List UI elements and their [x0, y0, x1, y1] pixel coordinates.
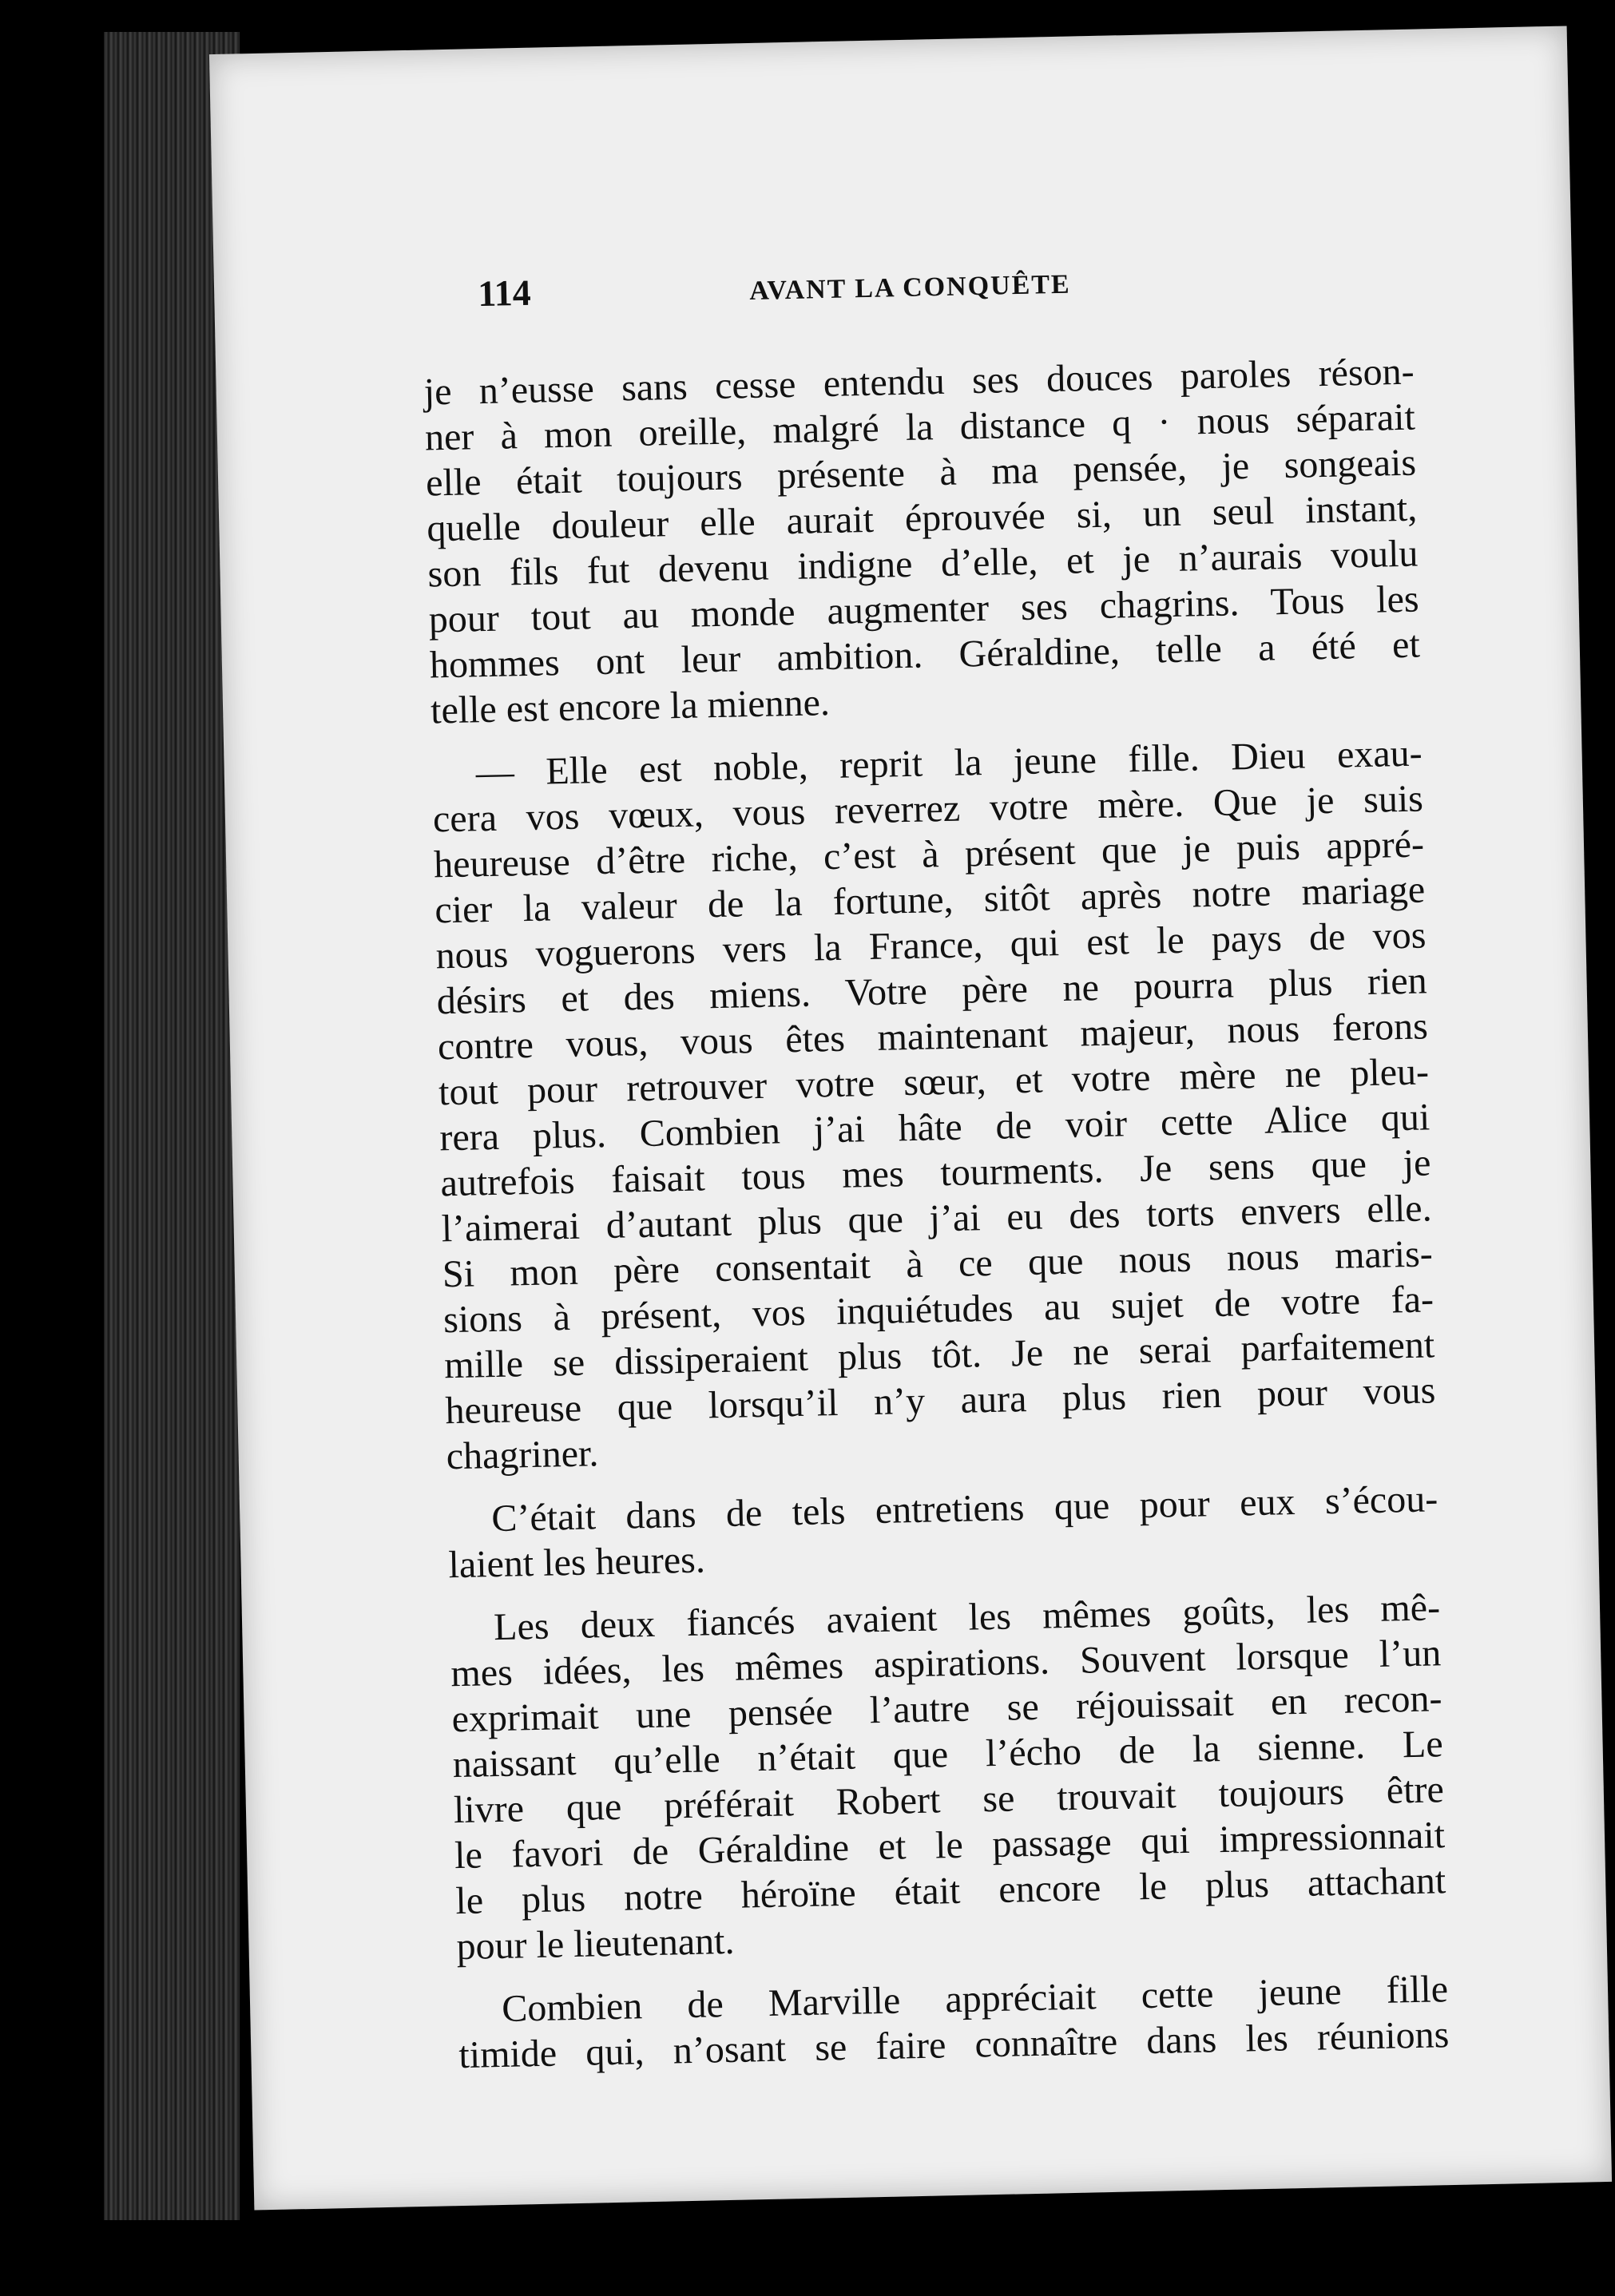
text-line: timide qui, n’osant se faire connaître dans les réunions	[458, 2013, 1450, 2077]
text-line: tout pour retrouver votre sœur, et votre mère ne pleu-	[438, 1050, 1430, 1114]
text-line: Combien de Marville appréciait cette jeune fille	[501, 1968, 1449, 2030]
paragraph	[450, 1584, 1447, 1969]
page-number: 114	[477, 272, 532, 315]
text-line: C’était dans de tels entretiens que pour eux s’écou-	[490, 1477, 1438, 1541]
text-line: laient les heures.	[448, 1538, 706, 1587]
text-line: chagriner.	[446, 1432, 599, 1478]
running-title: AVANT LA CONQUÊTE	[748, 269, 1072, 306]
text-line: exprimait une pensée l’autre se réjouissait en recon-	[451, 1677, 1442, 1741]
text-line: je n’eusse sans cesse entendu ses douces paroles réson-	[423, 350, 1415, 414]
paragraph	[431, 730, 1437, 1479]
book-page	[209, 26, 1612, 2210]
text-line: mes idées, les mêmes aspirations. Souvent lorsque l’un	[450, 1632, 1442, 1695]
text-line: le favori de Géraldine et le passage qui impressionnait	[454, 1814, 1446, 1878]
text-line: l’aimerai d’autant plus que j’ai eu des torts envers elle.	[441, 1187, 1433, 1251]
text-line: cera vos vœux, vous reverrez votre mère. Que je suis	[432, 777, 1424, 841]
paragraph	[447, 1476, 1439, 1588]
text-line: cier la valeur de la fortune, sitôt après notre mariage	[434, 868, 1426, 932]
text-line: autrefois faisait tous mes tourments. Je sens que je	[440, 1141, 1431, 1205]
paragraph	[458, 1966, 1450, 2078]
text-line: elle était toujours présente à ma pensée, je songeais	[425, 441, 1417, 505]
text-line: pour tout au monde augmenter ses chagrins. Tous les	[428, 577, 1420, 641]
text-line: telle est encore la mienne.	[430, 681, 831, 732]
text-line: quelle douleur elle aurait éprouvée si, un seul instant,	[426, 486, 1418, 550]
body-text	[423, 349, 1450, 2096]
text-line: heureuse d’être riche, c’est à présent que je puis appré-	[433, 823, 1425, 886]
text-line: Si mon père consentait à ce que nous nous maris-	[442, 1232, 1434, 1296]
text-line: naissant qu’elle n’était que l’écho de la sienne. Le	[452, 1723, 1444, 1786]
text-line: contre vous, vous êtes maintenant majeur, nous ferons	[437, 1005, 1429, 1069]
text-line: livre que préférait Robert se trouvait toujours être	[453, 1768, 1445, 1832]
text-line: sions à présent, vos inquiétudes au sujet de votre fa-	[442, 1278, 1434, 1342]
text-line: le plus notre héroïne était encore le plus attachant	[454, 1859, 1446, 1923]
text-line: nous voguerons vers la France, qui est le pays de vos	[435, 914, 1427, 977]
text-line: son fils fut devenu indigne d’elle, et je n’aurais voulu	[427, 532, 1419, 596]
text-line: mille se dissiperaient plus tôt. Je ne serai parfaitement	[443, 1323, 1435, 1387]
paragraph	[423, 349, 1421, 734]
text-line: désirs et des miens. Votre père ne pourra plus rien	[436, 959, 1428, 1023]
text-line: ner à mon oreille, malgré la distance q · nous séparait	[424, 395, 1416, 459]
page-header	[478, 252, 1461, 320]
text-line: heureuse que lorsqu’il n’y aura plus rien pour vous	[444, 1369, 1436, 1433]
text-line: pour le lieutenant.	[456, 1919, 735, 1969]
text-line: hommes ont leur ambition. Géraldine, telle a été et	[429, 623, 1421, 687]
text-line: Les deux fiancés avaient les mêmes goûts, les mê-	[493, 1586, 1441, 1649]
text-line: rera plus. Combien j’ai hâte de voir cette Alice qui	[438, 1096, 1430, 1160]
text-line: — Elle est noble, reprit la jeune fille. Dieu exau-	[475, 732, 1423, 795]
